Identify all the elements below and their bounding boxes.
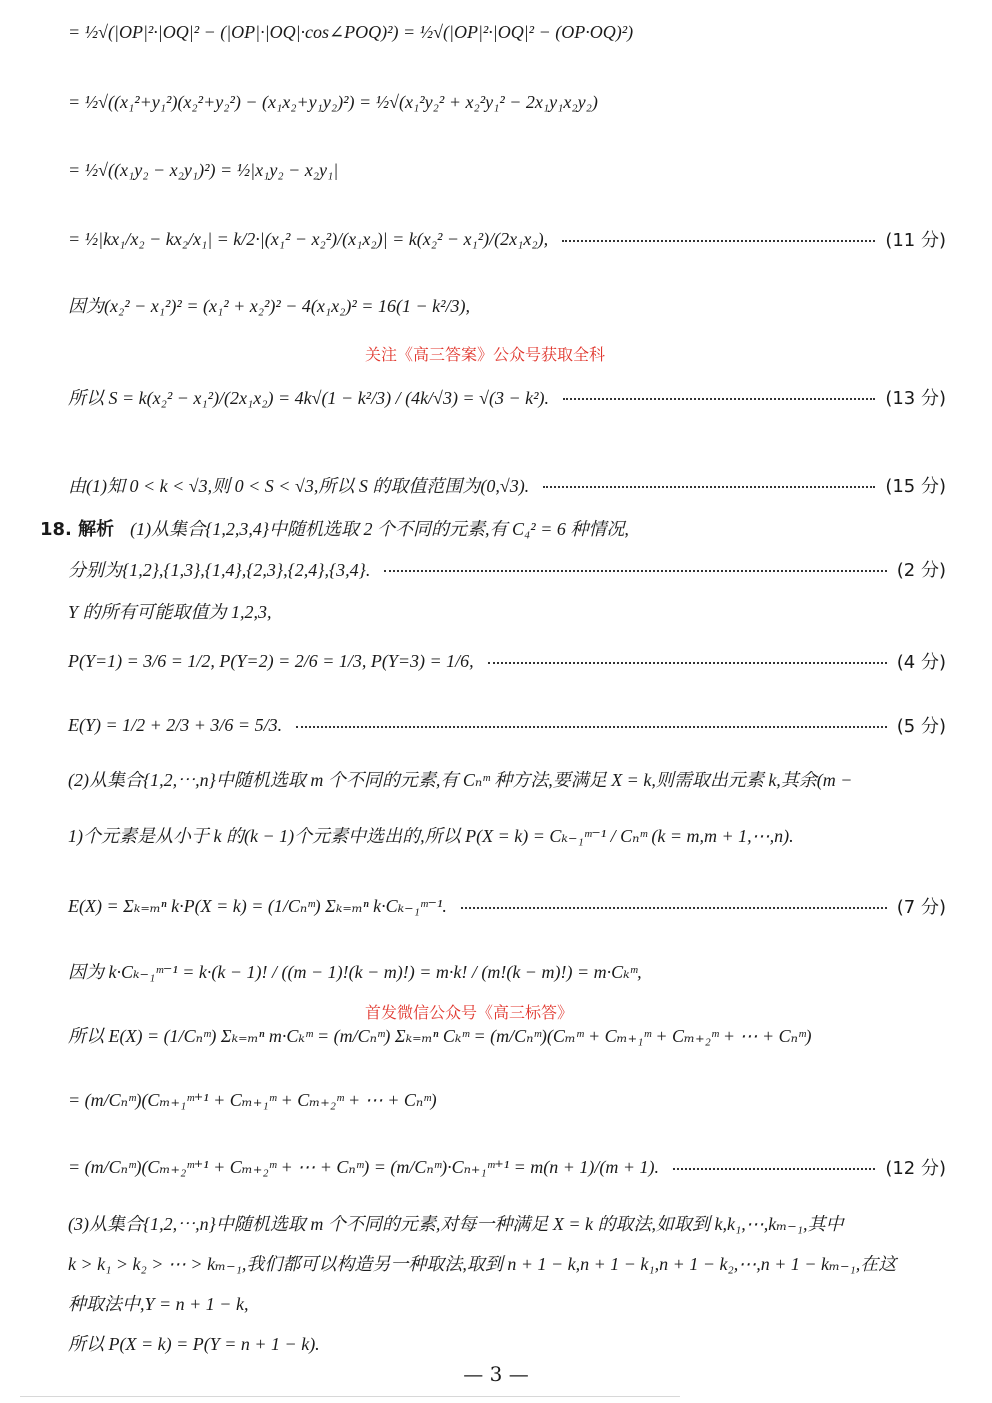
dot-leader <box>562 240 875 242</box>
footer-divider <box>20 1396 680 1397</box>
watermark-1: 关注《高三答案》公众号获取全科 <box>365 345 606 364</box>
line-19 <box>68 1154 946 1180</box>
line-4 <box>68 226 946 252</box>
dot-leader <box>543 486 875 488</box>
math-expr: = ½√(|OP|²·|OQ|² − (|OP|·|OQ|·cos∠POQ)²) = ½√(|OP|²·|OQ|² − (OP·OQ)²) <box>68 22 634 42</box>
question-label: 18. 解析 <box>40 519 115 540</box>
math-text: 所以 P(X = k) = P(Y = n + 1 − k). <box>68 1334 320 1354</box>
line-9 <box>68 556 946 582</box>
dot-leader <box>461 907 887 909</box>
score-label: (12 分) <box>885 1158 946 1179</box>
score-label: (7 分) <box>896 897 946 918</box>
math-text: 因为(x₂² − x₁²)² = (x₁² + x₂²)² − 4(x₁x₂)² = 16(1 − k²/3), <box>68 296 470 316</box>
math-text: P(Y=1) = 3/6 = 1/2, P(Y=2) = 2/6 = 1/3, P(Y=3) = 1/6, <box>68 650 474 671</box>
math-text: 1)个元素是从小于 k 的(k − 1)个元素中选出的,所以 P(X = k) = Cₖ₋₁ᵐ⁻¹ / Cₙᵐ (k = m,m + 1,⋯,n). <box>68 826 794 846</box>
line-7 <box>68 472 946 498</box>
math-text: 由(1)知 0 < k < √3,则 0 < S < √3,所以 S 的取值范围为(0,√3). <box>68 476 530 496</box>
page-number: — 3 — <box>463 1362 529 1386</box>
line-21 <box>68 1250 946 1276</box>
line-22 <box>68 1290 946 1316</box>
line-6 <box>68 384 946 410</box>
math-text: = (m/Cₙᵐ)(Cₘ₊₁ᵐ⁺¹ + Cₘ₊₁ᵐ + Cₘ₊₂ᵐ + ⋯ + Cₙᵐ) <box>68 1090 437 1110</box>
line-15 <box>68 893 946 919</box>
score-label: (5 分) <box>896 716 946 737</box>
math-text: Y 的所有可能取值为 1,2,3, <box>68 602 272 622</box>
score-label: (4 分) <box>896 652 946 673</box>
score-label: (15 分) <box>885 476 946 497</box>
math-text: k > k₁ > k₂ > ⋯ > kₘ₋₁,我们都可以构造另一种取法,取到 n + 1 − k,n + 1 − k₁,n + 1 − k₂,⋯,n + 1 − kₘ₋₁,在这 <box>68 1254 897 1274</box>
line-17 <box>68 1022 946 1048</box>
math-text: 种取法中,Y = n + 1 − k, <box>68 1294 249 1314</box>
line-20 <box>68 1210 946 1236</box>
math-expr: = ½√((x₁y₂ − x₂y₁)²) = ½|x₁y₂ − x₂y₁| <box>68 160 339 180</box>
math-text: 所以 E(X) = (1/Cₙᵐ) Σₖ₌ₘⁿ m·Cₖᵐ = (m/Cₙᵐ) Σₖ₌ₘⁿ Cₖᵐ = (m/Cₙᵐ)(Cₘᵐ + Cₘ₊₁ᵐ + Cₘ₊₂ᵐ + ⋯ + Cₙᵐ) <box>68 1026 812 1046</box>
math-text: 分别为{1,2},{1,3},{1,4},{2,3},{2,4},{3,4}. <box>68 560 371 580</box>
dot-leader <box>673 1168 875 1170</box>
line-8 <box>40 515 946 541</box>
line-3 <box>68 160 946 181</box>
dot-leader <box>384 570 886 572</box>
math-text: = (m/Cₙᵐ)(Cₘ₊₂ᵐ⁺¹ + Cₘ₊₂ᵐ + ⋯ + Cₙᵐ) = (m/Cₙᵐ)·Cₙ₊₁ᵐ⁺¹ = m(n + 1)/(m + 1). <box>68 1156 660 1177</box>
math-text: (3)从集合{1,2,⋯,n}中随机选取 m 个不同的元素,对每一种满足 X = k 的取法,如取到 k,k₁,⋯,kₘ₋₁,其中 <box>68 1214 844 1234</box>
math-text: E(X) = Σₖ₌ₘⁿ k·P(X = k) = (1/Cₙᵐ) Σₖ₌ₘⁿ k·Cₖ₋₁ᵐ⁻¹. <box>68 895 447 916</box>
line-5 <box>68 292 946 318</box>
math-expr: = ½|kx₁/x₂ − kx₂/x₁| = k/2·|(x₁² − x₂²)/(x₁x₂)| = k(x₂² − x₁²)/(2x₁x₂), <box>68 228 549 249</box>
score-label: (11 分) <box>885 230 946 251</box>
score-label: (13 分) <box>885 388 946 409</box>
dot-leader <box>296 726 887 728</box>
watermark-2: 首发微信公众号《高三标答》 <box>365 1003 574 1022</box>
score-label: (2 分) <box>896 560 946 581</box>
line-16 <box>68 958 946 984</box>
math-text: 所以 S = k(x₂² − x₁²)/(2x₁x₂) = 4k√(1 − k²/3) / (4k/√3) = √(3 − k²). <box>68 388 549 408</box>
math-text: (1)从集合{1,2,3,4}中随机选取 2 个不同的元素,有 C₄² = 6 种情况, <box>130 519 629 539</box>
line-2 <box>68 92 946 113</box>
line-10 <box>68 598 946 624</box>
line-13 <box>68 766 946 792</box>
math-text: (2)从集合{1,2,⋯,n}中随机选取 m 个不同的元素,有 Cₙᵐ 种方法,要满足 X = k,则需取出元素 k,其余(m − <box>68 770 853 790</box>
dot-leader <box>488 662 887 664</box>
line-1 <box>68 22 946 43</box>
math-text: 因为 k·Cₖ₋₁ᵐ⁻¹ = k·(k − 1)! / ((m − 1)!(k − m)!) = m·k! / (m!(k − m)!) = m·Cₖᵐ, <box>68 962 642 982</box>
dot-leader <box>563 398 875 400</box>
math-expr: = ½√((x₁²+y₁²)(x₂²+y₂²) − (x₁x₂+y₁y₂)²) = ½√(x₁²y₂² + x₂²y₁² − 2x₁y₁x₂y₂) <box>68 92 598 112</box>
line-23 <box>68 1330 946 1356</box>
math-text: E(Y) = 1/2 + 2/3 + 3/6 = 5/3. <box>68 714 283 735</box>
line-12 <box>68 712 946 738</box>
line-11 <box>68 648 946 674</box>
line-14 <box>68 822 946 848</box>
line-18 <box>68 1090 946 1111</box>
